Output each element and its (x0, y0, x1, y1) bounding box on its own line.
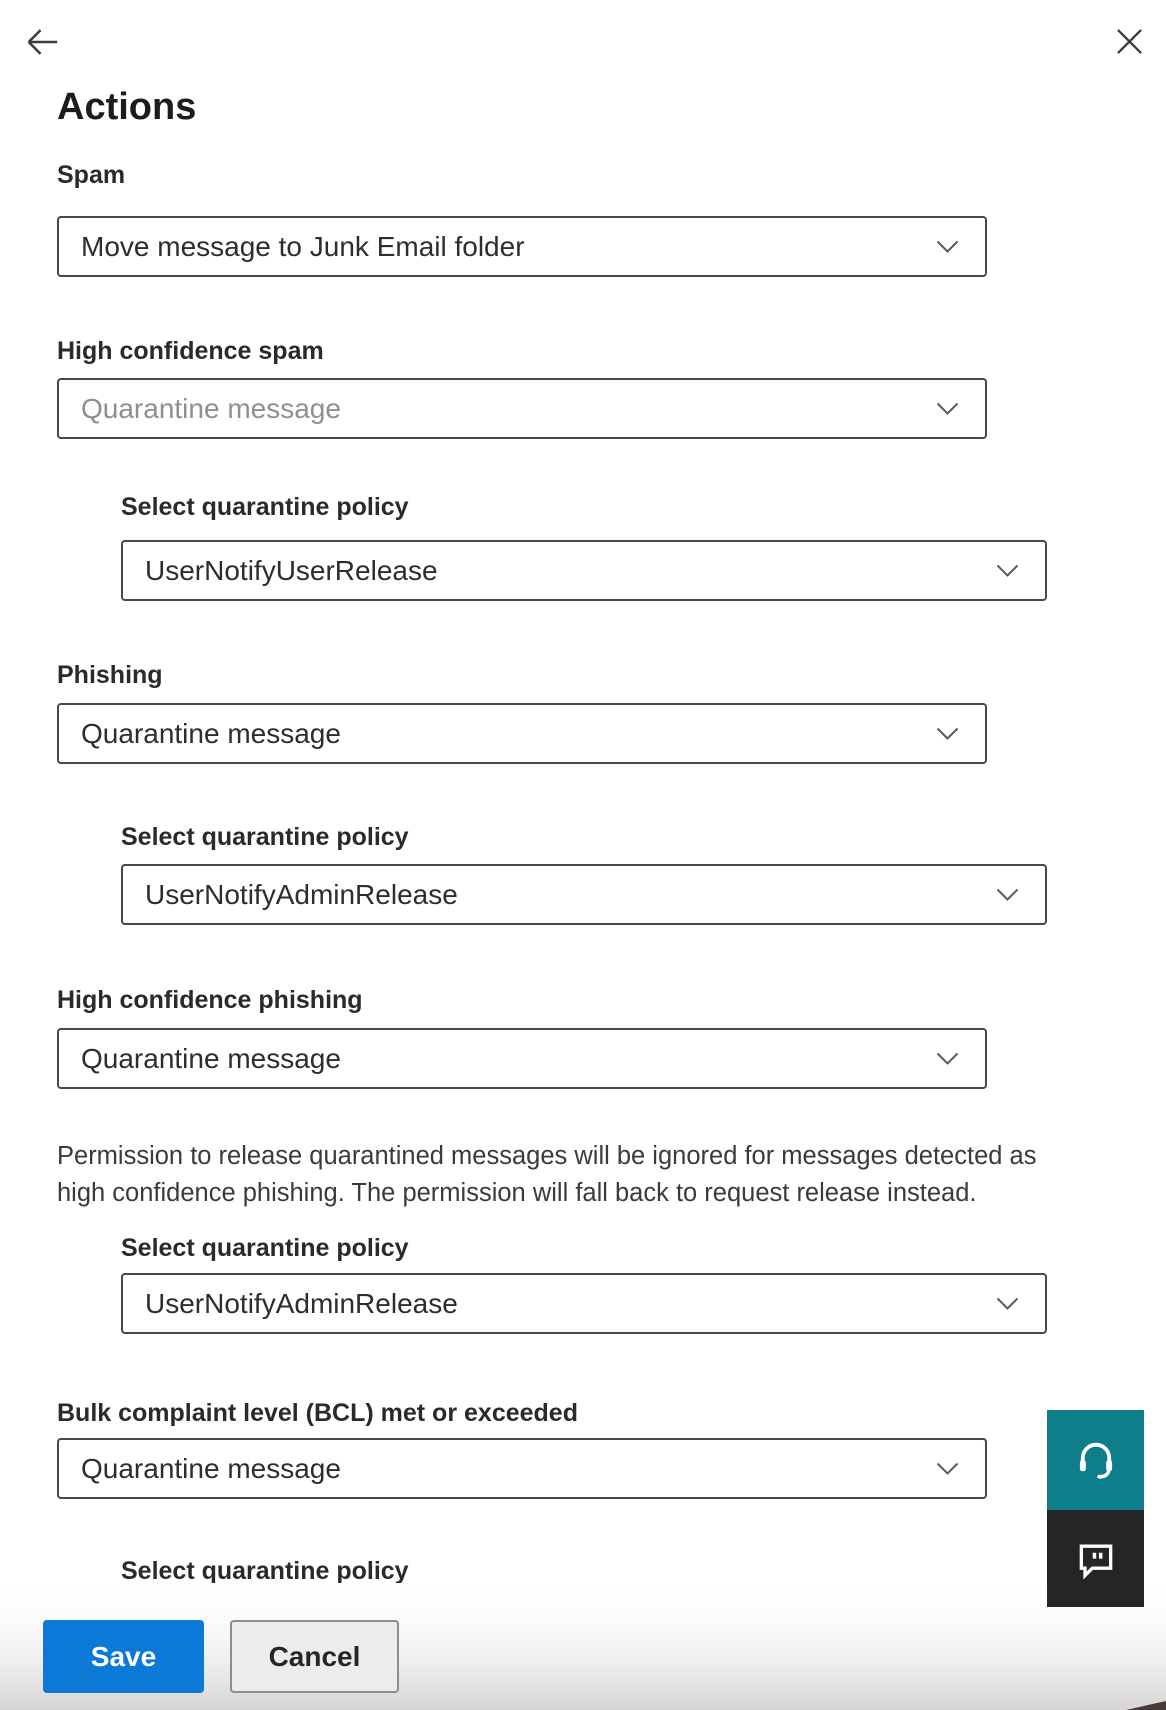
cancel-button[interactable]: Cancel (230, 1620, 399, 1693)
help-button[interactable] (1047, 1410, 1144, 1510)
high-confidence-spam-label: High confidence spam (57, 337, 324, 365)
quarantine-policy-value-3: UserNotifyAdminRelease (145, 1287, 458, 1319)
note-line-2: high confidence phishing. The permission will fall back to request release instead. (57, 1179, 977, 1207)
spam-action-dropdown[interactable] (57, 216, 987, 277)
spam-label: Spam (57, 161, 126, 189)
quarantine-policy-value-1: UserNotifyUserRelease (145, 554, 438, 586)
quarantine-policy-label-4-clipped: Select quarantine policy (121, 1557, 409, 1583)
chevron-down-icon (996, 1297, 1019, 1311)
high-confidence-spam-dropdown[interactable] (57, 378, 987, 439)
chevron-down-icon (936, 1462, 959, 1476)
bcl-action-value: Quarantine message (81, 1452, 341, 1484)
close-icon (1116, 28, 1143, 55)
back-button[interactable] (20, 20, 64, 64)
quarantine-policy-dropdown-1[interactable] (121, 540, 1047, 601)
bcl-label: Bulk complaint level (BCL) met or exceeded (57, 1399, 578, 1427)
save-button[interactable]: Save (43, 1620, 204, 1693)
note-line-1: Permission to release quarantined messages will be ignored for messages detected as (57, 1142, 1037, 1170)
spam-action-value: Move message to Junk Email folder (81, 230, 525, 262)
phishing-action-dropdown[interactable] (57, 703, 987, 764)
chevron-down-icon (996, 564, 1019, 578)
quarantine-policy-label-1: Select quarantine policy (121, 493, 409, 521)
chevron-down-icon (936, 1052, 959, 1066)
phishing-label: Phishing (57, 661, 163, 689)
high-confidence-phishing-label: High confidence phishing (57, 986, 363, 1014)
back-arrow-icon (23, 23, 61, 61)
quarantine-policy-dropdown-3[interactable] (121, 1273, 1047, 1334)
quarantine-policy-label-2: Select quarantine policy (121, 823, 409, 851)
bcl-action-dropdown[interactable] (57, 1438, 987, 1499)
page-title: Actions (57, 86, 197, 128)
chevron-down-icon (996, 888, 1019, 902)
phishing-action-value: Quarantine message (81, 717, 341, 749)
quarantine-policy-dropdown-2[interactable] (121, 864, 1047, 925)
chevron-down-icon (936, 727, 959, 741)
close-button[interactable] (1107, 19, 1151, 63)
chevron-down-icon (936, 240, 959, 254)
chat-feedback-icon (1074, 1537, 1118, 1581)
footer-bar (0, 1583, 1166, 1710)
quarantine-policy-value-2: UserNotifyAdminRelease (145, 878, 458, 910)
high-confidence-phishing-value: Quarantine message (81, 1042, 341, 1074)
feedback-button[interactable] (1047, 1510, 1144, 1607)
chevron-down-icon (936, 402, 959, 416)
high-confidence-spam-value: Quarantine message (81, 392, 341, 424)
headset-icon (1073, 1437, 1119, 1483)
high-confidence-phishing-note (57, 1138, 1042, 1212)
quarantine-policy-label-3: Select quarantine policy (121, 1234, 409, 1262)
high-confidence-phishing-dropdown[interactable] (57, 1028, 987, 1089)
